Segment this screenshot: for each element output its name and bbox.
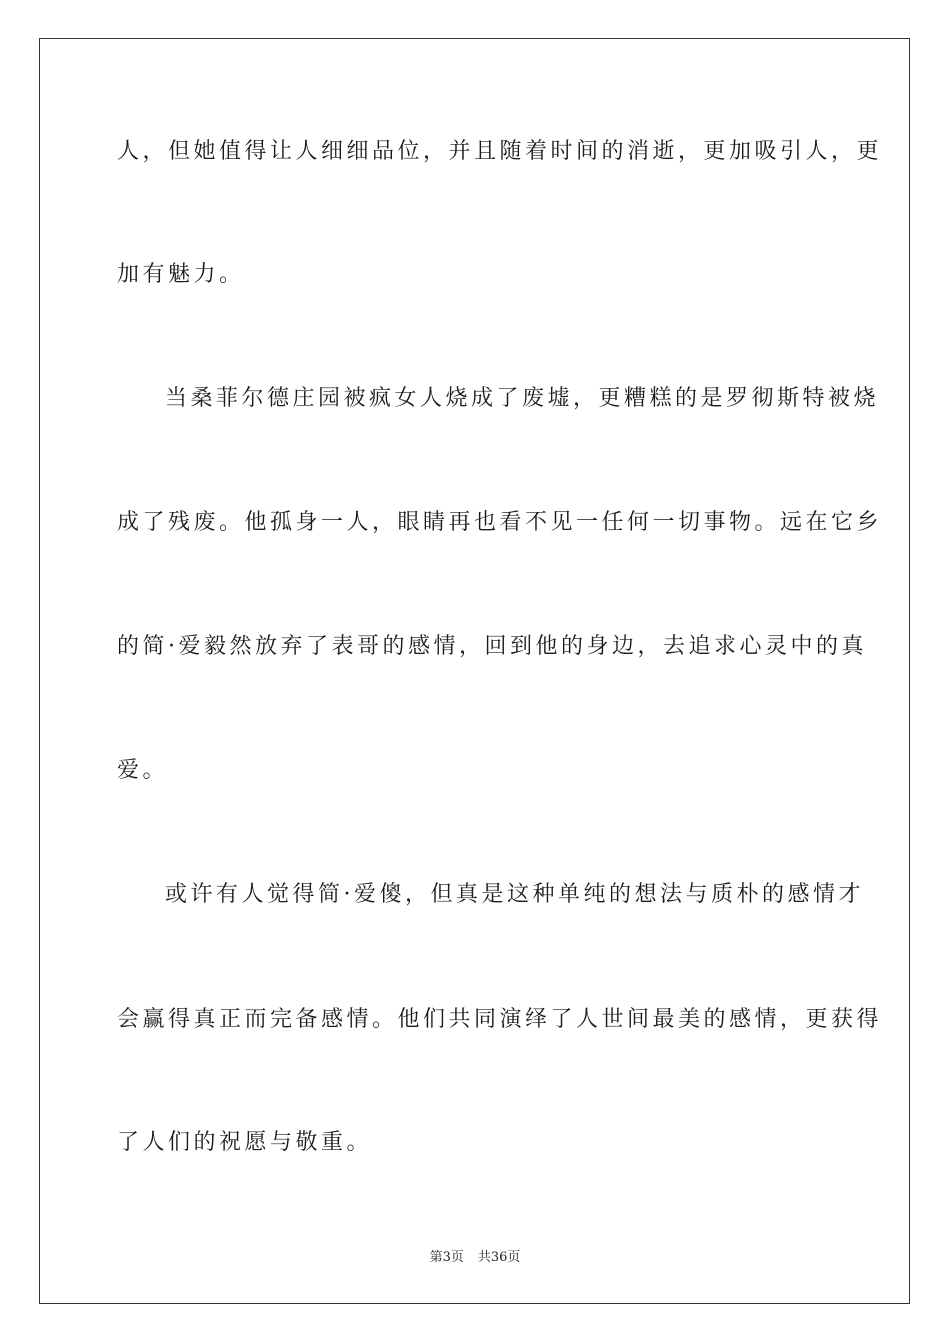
text-line-4: 成了残废。他孤身一人，眼睛再也看不见一任何一切事物。远在它乡 (117, 510, 883, 535)
text-line-6: 爱。 (117, 758, 169, 783)
page-border (39, 38, 910, 1304)
page-footer (0, 1246, 950, 1265)
text-line-3: 当桑菲尔德庄园被疯女人烧成了废墟，更糟糕的是罗彻斯特被烧 (165, 386, 880, 411)
text-line-1: 人，但她值得让人细细品位，并且随着时间的消逝，更加吸引人，更 (117, 139, 883, 164)
text-line-8: 会赢得真正而完备感情。他们共同演绎了人世间最美的感情，更获得 (117, 1007, 883, 1032)
text-line-7: 或许有人觉得简·爱傻，但真是这种单纯的想法与质朴的感情才 (165, 882, 864, 907)
text-line-9: 了人们的祝愿与敬重。 (117, 1130, 373, 1155)
text-line-5: 的简·爱毅然放弃了表哥的感情，回到他的身边，去追求心灵中的真 (117, 634, 867, 659)
page-total: 共36页 (477, 1250, 521, 1265)
text-line-2: 加有魅力。 (117, 262, 245, 287)
page-number: 第3页 (429, 1250, 464, 1265)
